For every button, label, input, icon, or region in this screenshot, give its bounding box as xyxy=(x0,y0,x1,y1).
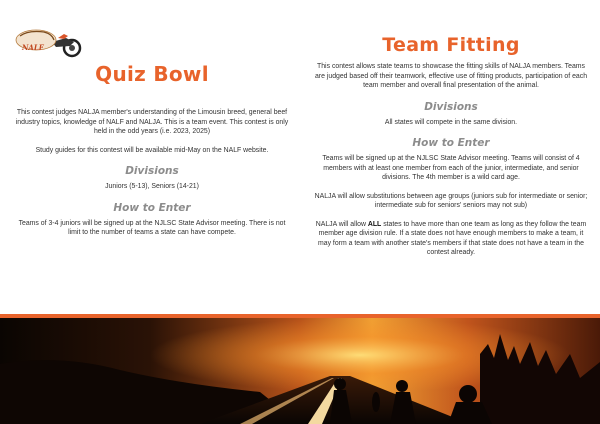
team-fitting-how-heading: How to Enter xyxy=(412,137,490,150)
how-p3-part-a: NALJA will allow xyxy=(315,220,368,228)
team-fitting-title: Team Fitting xyxy=(382,34,520,56)
quiz-bowl-section xyxy=(14,62,290,247)
team-fitting-divisions-text: All states will compete in the same division. xyxy=(384,118,518,126)
how-p3-bold: ALL xyxy=(367,220,382,228)
quiz-bowl-divisions-heading: Divisions xyxy=(125,165,179,178)
team-fitting-section xyxy=(312,34,590,267)
quiz-bowl-how-heading: How to Enter xyxy=(113,201,191,214)
logo-text: NALF xyxy=(22,43,44,52)
quiz-bowl-intro: This contest judges NALJA member's understanding of the Limousin breed, general beef industry topics, knowledge of NALF and NALJA. This is a team event. This contest is only held in the odd years (i.e. 2023, 2025) xyxy=(15,109,289,136)
team-fitting-how-p3 xyxy=(312,220,590,258)
banner-stripe xyxy=(0,314,600,318)
quiz-bowl-study-guides: Study guides for this contest will be available mid-May on the NALF website. xyxy=(35,146,269,154)
how-p3-part-b: states to have more than one team as long as they follow the team member age division rule. If a state does not have enough members to make a team, it may form a team with another state's members if that state does not have a team in the contest already. xyxy=(318,220,587,257)
team-fitting-intro: This contest allows state teams to showcase the fitting skills of NALJA members. Teams are judged based off their teamwork, effective use of fitting products, participation of each team member and overall final presentation of the animal. xyxy=(314,63,588,90)
sunset-road-banner xyxy=(0,314,600,424)
team-fitting-how-p2: NALJA will allow substitutions between age groups (juniors sub for intermediate or senior; intermediate sub for seniors' seniors may not sub) xyxy=(314,192,588,210)
quiz-bowl-how-text: Teams of 3-4 juniors will be signed up at the NJLSC State Advisor meeting. There is not limit to the number of teams a state can have compete. xyxy=(18,219,286,237)
quiz-bowl-title: Quiz Bowl xyxy=(95,62,209,86)
team-fitting-how-p1: Teams will be signed up at the NJLSC State Advisor meeting. Teams will consist of 4 members with at least one member from each of the junior, intermediate, and senior divisions. The 4th member is a wild card age. xyxy=(322,155,580,182)
team-fitting-divisions-heading: Divisions xyxy=(424,100,478,113)
motorcycle-logo-icon xyxy=(14,24,86,58)
quiz-bowl-divisions-text: Juniors (5-13), Seniors (14-21) xyxy=(105,183,199,191)
